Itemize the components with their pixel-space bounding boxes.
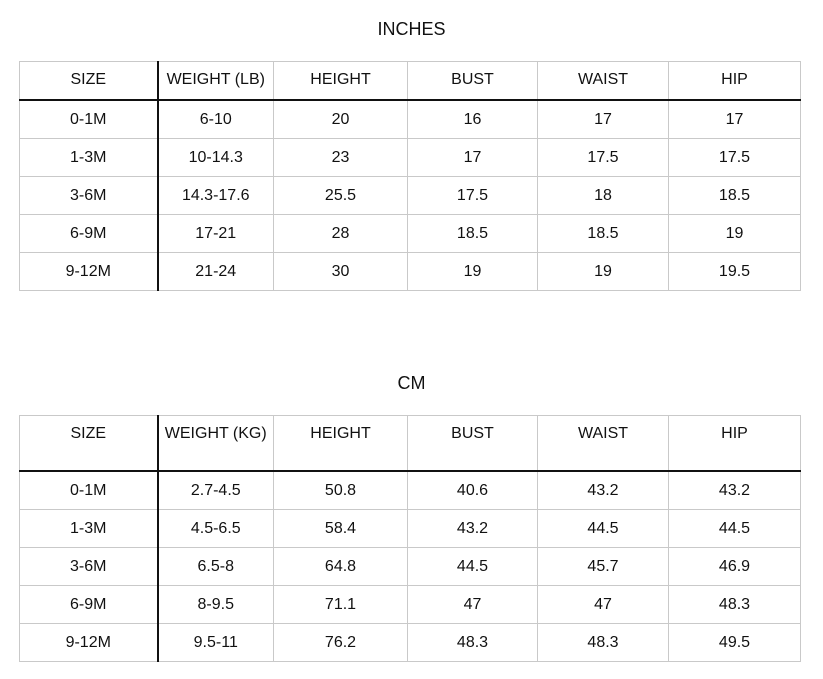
table-cell: 23 [274, 139, 408, 177]
table-cell: 50.8 [274, 471, 408, 510]
table-cell: 19 [669, 215, 801, 253]
column-header: BUST [408, 416, 538, 472]
table-row [20, 548, 801, 586]
table-cell: 20 [274, 100, 408, 139]
table-cell: 6.5-8 [158, 548, 274, 586]
cm-size-table [19, 415, 801, 662]
table-row [20, 139, 801, 177]
column-header: HEIGHT [274, 416, 408, 472]
table-cell: 43.2 [538, 471, 669, 510]
table-cell: 18.5 [538, 215, 669, 253]
table-cell: 40.6 [408, 471, 538, 510]
table-cell: 49.5 [669, 624, 801, 662]
column-header: HIP [669, 62, 801, 101]
table-cell: 17.5 [669, 139, 801, 177]
table-row [20, 215, 801, 253]
table-cell: 21-24 [158, 253, 274, 291]
size-cell: 9-12M [20, 253, 158, 291]
table-cell: 16 [408, 100, 538, 139]
table-cell: 46.9 [669, 548, 801, 586]
table-cell: 47 [408, 586, 538, 624]
table-row [20, 471, 801, 510]
table-cell: 4.5-6.5 [158, 510, 274, 548]
table-cell: 17 [669, 100, 801, 139]
table-cell: 8-9.5 [158, 586, 274, 624]
table-row [20, 586, 801, 624]
table-cell: 19.5 [669, 253, 801, 291]
table-cell: 28 [274, 215, 408, 253]
table-cell: 71.1 [274, 586, 408, 624]
table-cell: 43.2 [408, 510, 538, 548]
table-cell: 44.5 [669, 510, 801, 548]
table-row [20, 253, 801, 291]
size-cell: 1-3M [20, 510, 158, 548]
table-header-row [20, 416, 801, 472]
size-cell: 6-9M [20, 586, 158, 624]
size-cell: 0-1M [20, 100, 158, 139]
column-header: WAIST [538, 416, 669, 472]
table-cell: 25.5 [274, 177, 408, 215]
table-cell: 48.3 [669, 586, 801, 624]
table-cell: 19 [408, 253, 538, 291]
table-cell: 6-10 [158, 100, 274, 139]
table-cell: 58.4 [274, 510, 408, 548]
table-cell: 17 [408, 139, 538, 177]
table-cell: 44.5 [538, 510, 669, 548]
table-row [20, 624, 801, 662]
size-cell: 3-6M [20, 177, 158, 215]
cm-section-title: CM [397, 373, 426, 393]
size-cell: 1-3M [20, 139, 158, 177]
table-cell: 30 [274, 253, 408, 291]
column-header: WEIGHT (LB) [158, 62, 274, 101]
table-cell: 43.2 [669, 471, 801, 510]
table-cell: 18.5 [408, 215, 538, 253]
column-header: SIZE [20, 416, 158, 472]
column-header: WEIGHT (KG) [158, 416, 274, 472]
table-cell: 48.3 [408, 624, 538, 662]
table-cell: 19 [538, 253, 669, 291]
table-row [20, 510, 801, 548]
table-cell: 45.7 [538, 548, 669, 586]
table-cell: 18 [538, 177, 669, 215]
column-header: WAIST [538, 62, 669, 101]
size-cell: 6-9M [20, 215, 158, 253]
table-row [20, 100, 801, 139]
inches-size-table [19, 61, 801, 291]
table-cell: 17.5 [538, 139, 669, 177]
table-cell: 14.3-17.6 [158, 177, 274, 215]
table-header-row [20, 62, 801, 101]
size-cell: 9-12M [20, 624, 158, 662]
table-cell: 76.2 [274, 624, 408, 662]
table-cell: 47 [538, 586, 669, 624]
table-cell: 17-21 [158, 215, 274, 253]
column-header: SIZE [20, 62, 158, 101]
table-cell: 2.7-4.5 [158, 471, 274, 510]
column-header: HIP [669, 416, 801, 472]
table-row [20, 177, 801, 215]
inches-section-title: INCHES [377, 19, 446, 39]
table-cell: 44.5 [408, 548, 538, 586]
size-cell: 3-6M [20, 548, 158, 586]
column-header: BUST [408, 62, 538, 101]
column-header: HEIGHT [274, 62, 408, 101]
table-cell: 17.5 [408, 177, 538, 215]
table-cell: 18.5 [669, 177, 801, 215]
table-cell: 64.8 [274, 548, 408, 586]
size-cell: 0-1M [20, 471, 158, 510]
table-cell: 9.5-11 [158, 624, 274, 662]
table-cell: 17 [538, 100, 669, 139]
table-cell: 48.3 [538, 624, 669, 662]
table-cell: 10-14.3 [158, 139, 274, 177]
